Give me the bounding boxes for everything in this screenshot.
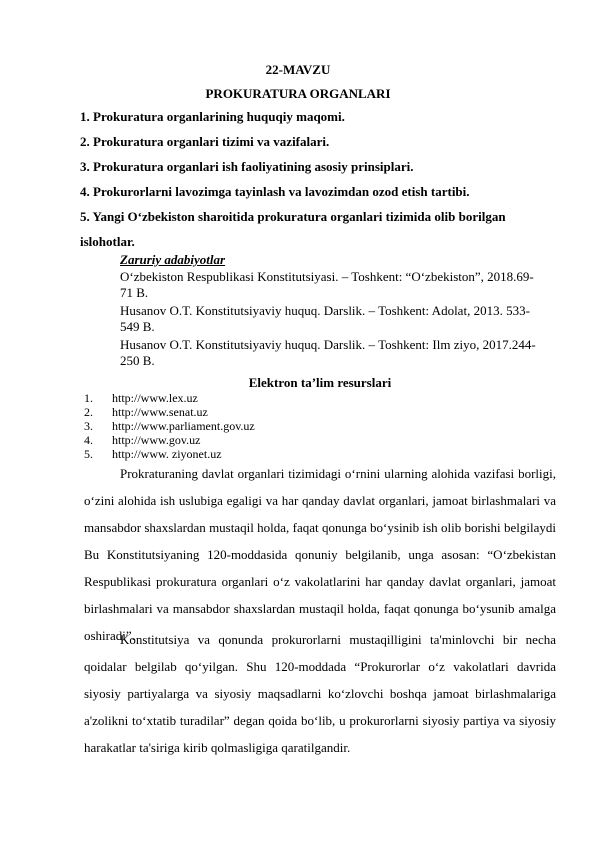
resource-link[interactable]: http://www.senat.uz: [112, 405, 208, 419]
resource-item[interactable]: [84, 419, 255, 433]
literature-heading: Zaruriy adabiyotlar: [120, 252, 226, 267]
resource-link[interactable]: http://www.parliament.gov.uz: [112, 419, 255, 433]
topic-item-4: 4. Prokurorlarni lavozimga tayinlash va lavozimdan ozod etish tartibi.: [80, 184, 470, 199]
resource-number: 5.: [84, 447, 93, 461]
body-paragraph-1: Prokraturaning davlat organlari tizimidagi o‘rnini ularning alohida vazifasi borligi, o‘zini alohida ish uslubiga egaligi va har qanday davlat organlari, jamoat birlashmalari va mansabdor shaxslardan mustaqil holda, faqat qonunga bo‘ysinib ish olib borishi belgilaydi Bu Konstitutsiyaning 120-moddasida qonuniy belgilanib, unga asosan: “O‘zbekistan Respublikasi prokuratura organlari o‘z vakolatlarini har qanday davlat organlari, jamoat birlashmalari va mansabdor shaxslardan mustaqil holda, faqat qonunga bo‘ysunib amalga oshiradi”.: [84, 466, 556, 643]
resource-number: 1.: [84, 391, 93, 405]
body-paragraph-2: Konstitutsiya va qonunda prokurorlarni mustaqilligini ta'minlovchi bir necha qoidalar belgilab qo‘yilgan. Shu 120-moddada “Prokurorlar o‘z vakolatlari davrida siyosiy partiyalarga va siyosiy maqsadlarni ko‘zlovchi boshqa jamoat birlashmalariga a'zolikni to‘xtatib turadilar” degan qoida bo‘lib, u prokurorlarni siyosiy partiya va siyosiy harakatlar ta'siriga kirib qolmasligiga qaratilgandir.: [84, 632, 556, 755]
resource-link[interactable]: http://www.lex.uz: [112, 391, 198, 405]
resource-item[interactable]: [84, 447, 222, 461]
resource-item[interactable]: [84, 405, 208, 419]
topic-item-5: 5. Yangi O‘zbekiston sharoitida prokuratura organlari tizimida olib borilgan: [80, 209, 506, 224]
resources-heading: Elektron ta’lim resurslari: [248, 375, 392, 390]
literature-item-1: O‘zbekiston Respublikasi Konstitutsiyasi. – Toshkent: “O‘zbekiston”, 2018.69-71 B.: [120, 269, 534, 300]
topic-number: 22-MAVZU: [265, 62, 331, 77]
resource-link[interactable]: http://www.gov.uz: [112, 433, 201, 447]
resource-number: 3.: [84, 419, 93, 433]
resource-number: 4.: [84, 433, 93, 447]
topic-item-5-continued: islohotlar.: [80, 234, 135, 249]
topic-item-3: 3. Prokuratura organlari ish faoliyatining asosiy prinsiplari.: [80, 159, 414, 174]
literature-item-2: Husanov O.T. Konstitutsiyaviy huquq. Darslik. – Toshkent: Adolat, 2013. 533-549 B.: [120, 303, 530, 334]
resource-item[interactable]: [84, 433, 200, 447]
page-title: PROKURATURA ORGANLARI: [205, 86, 391, 101]
resource-number: 2.: [84, 405, 93, 419]
resource-item[interactable]: [84, 391, 198, 405]
topic-item-1: 1. Prokuratura organlarining huquqiy maqomi.: [80, 109, 345, 124]
literature-item-3: Husanov O.T. Konstitutsiyaviy huquq. Darslik. – Toshkent: Ilm ziyo, 2017.244-250 B.: [120, 337, 536, 368]
resource-link[interactable]: http://www. ziyonet.uz: [112, 447, 222, 461]
topic-item-2: 2. Prokuratura organlari tizimi va vazifalari.: [80, 134, 330, 149]
